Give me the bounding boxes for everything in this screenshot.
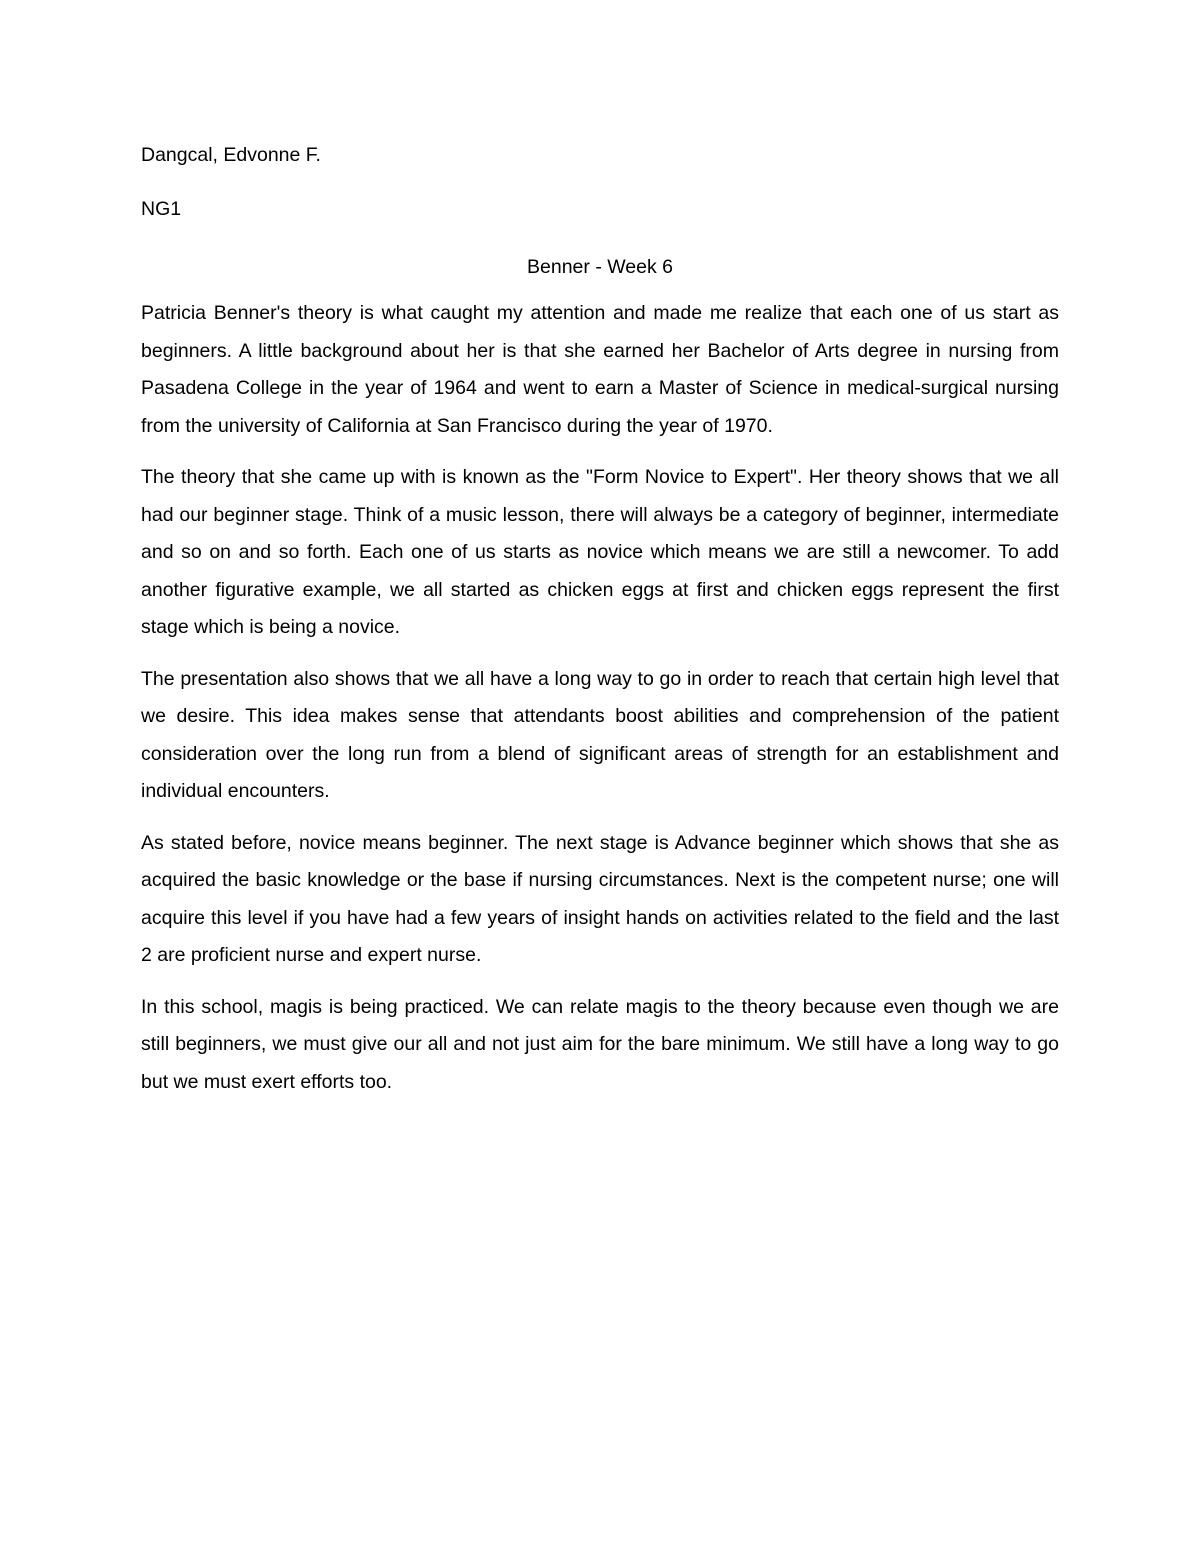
document-body (141, 141, 1059, 1115)
paragraph-4: As stated before, novice means beginner. The next stage is Advance beginner which shows that she as acquired the basic knowledge or the base if nursing circumstances. Next is the competent nurse; one will acquire this level if you have had a few years of insight hands on activities related to the field and the last 2 are proficient nurse and expert nurse. (141, 831, 1059, 966)
author-name: Dangcal, Edvonne F. (141, 144, 321, 166)
paragraph-2: The theory that she came up with is known as the "Form Novice to Expert". Her theory shows that we all had our beginner stage. Think of a music lesson, there will always be a category of beginner, intermediate and so on and so forth. Each one of us starts as novice which means we are still a newcomer. To add another figurative example, we all started as chicken eggs at first and chicken eggs represent the first stage which is being a novice. (141, 466, 1059, 638)
paragraph-5: In this school, magis is being practiced. We can relate magis to the theory because even though we are still beginners, we must give our all and not just aim for the bare minimum. We still have a long way to go but we must exert efforts too. (141, 995, 1059, 1093)
section-label: NG1 (141, 198, 182, 220)
paragraph-3: The presentation also shows that we all have a long way to go in order to reach that certain high level that we desire. This idea makes sense that attendants boost abilities and comprehension of the patient consideration over the long run from a blend of significant areas of strength for an establishment and individual encounters. (141, 667, 1059, 802)
document-title: Benner - Week 6 (527, 256, 673, 278)
paragraph-1: Patricia Benner's theory is what caught my attention and made me realize that each one of us start as beginners. A little background about her is that she earned her Bachelor of Arts degree in nursing from Pasadena College in the year of 1964 and went to earn a Master of Science in medical-surgical nursing from the university of California at San Francisco during the year of 1970. (141, 302, 1059, 437)
